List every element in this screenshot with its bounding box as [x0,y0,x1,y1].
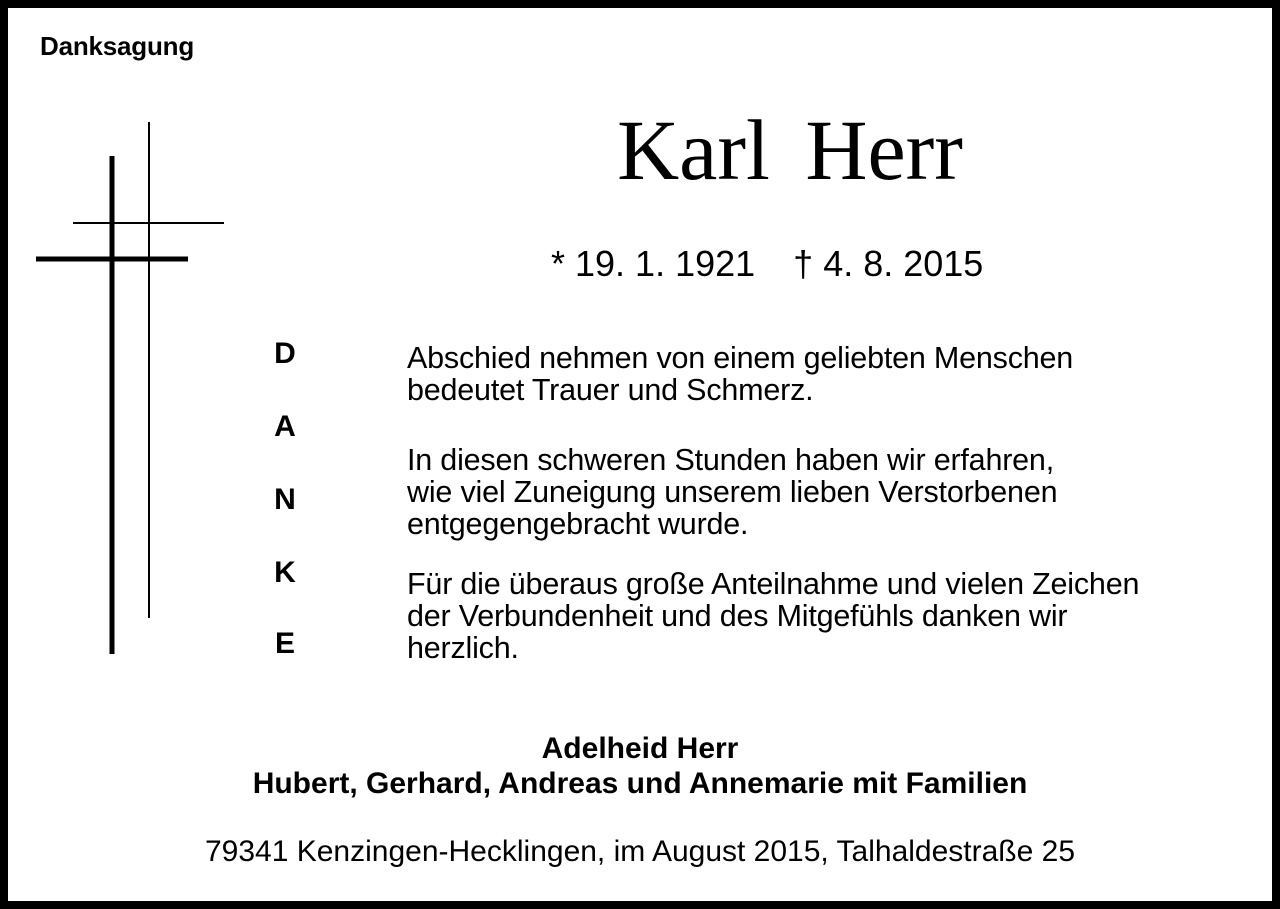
cross-icon [0,0,260,680]
paragraph-line: Abschied nehmen von einem geliebten Menschen [407,341,1074,375]
deceased-name: Karl Herr [617,102,963,198]
birth-date: * 19. 1. 1921 [551,243,756,284]
paragraph-experience [407,444,1257,540]
paragraph-line: wie viel Zuneigung unserem lieben Verstorbenen [407,475,1058,509]
paragraph-line: der Verbundenheit und des Mitgefühls danken wir [407,599,1068,633]
death-date: † 4. 8. 2015 [793,243,984,284]
danke-letter: D [274,337,296,370]
paragraph-line: entgegengebracht wurde. [407,507,749,541]
paragraph-line: Für die überaus große Anteilnahme und vielen Zeichen [407,567,1140,601]
danke-letter: E [274,627,295,660]
danke-letter: N [274,483,296,516]
danke-letter: K [274,556,296,589]
paragraph-line: In diesen schweren Stunden haben wir erfahren, [407,443,1054,477]
paragraph-line: bedeutet Trauer und Schmerz. [407,373,814,407]
paragraph-farewell [407,342,1257,406]
danke-letter: A [274,410,296,443]
life-dates [551,244,983,284]
signer-family: Hubert, Gerhard, Andreas und Annemarie mit Familien [252,767,1028,800]
notice-type-label: Danksagung [40,31,195,61]
signer-primary: Adelheid Herr [541,732,739,765]
paragraph-thanks [407,568,1257,664]
place-date-address: 79341 Kenzingen-Hecklingen, im August 2015, Talhaldestraße 25 [204,835,1076,868]
paragraph-line: herzlich. [407,631,519,665]
